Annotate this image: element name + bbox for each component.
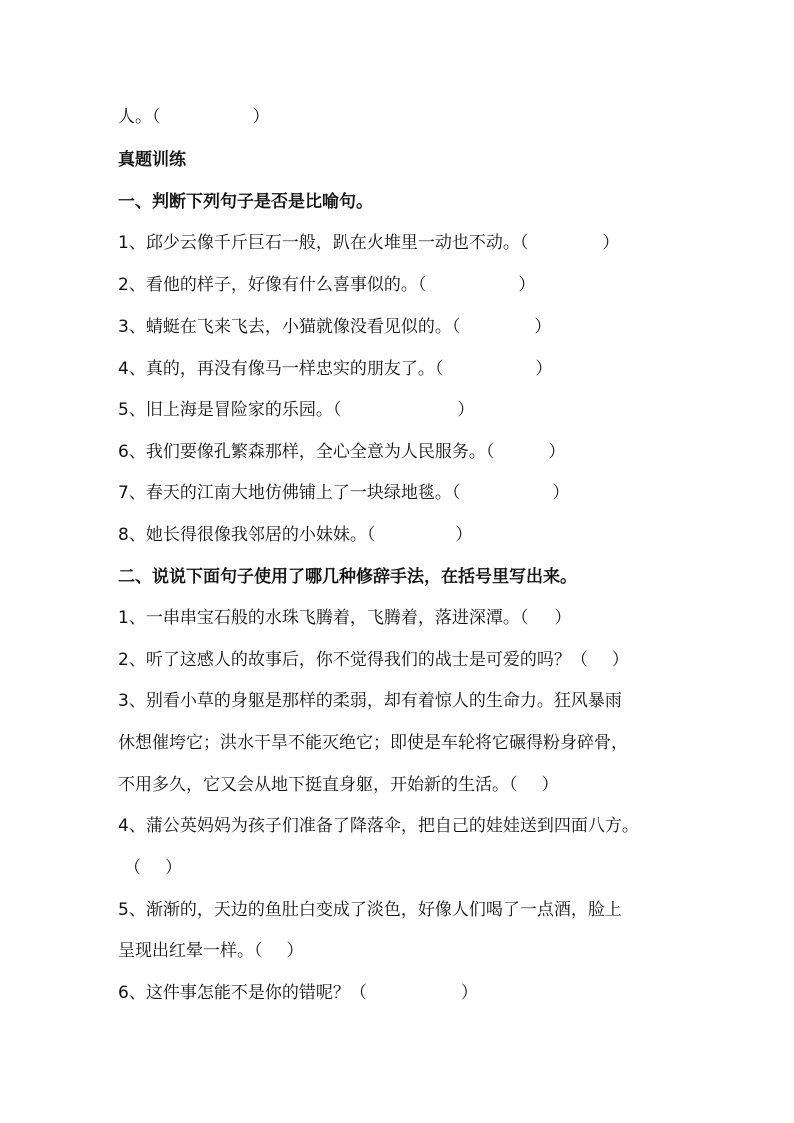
part1-item-3: 3、蜻蜓在飞来飞去，小猫就像没看见似的。（ ） <box>118 317 552 337</box>
continued-line: 人。（ ） <box>118 107 270 127</box>
part2-item-3-line3: 不用多久，它又会从地下挺直身躯，开始新的生活。（ ） <box>118 775 559 795</box>
part2-item-2: 2、听了这感人的故事后，你不觉得我们的战士是可爱的吗？（ ） <box>118 650 629 670</box>
part1-item-1: 1、邱少云像千斤巨石一般，趴在火堆里一动也不动。（ ） <box>118 233 620 253</box>
part2-item-4-line1: 4、蒲公英妈妈为孩子们准备了降落伞，把自己的娃娃送到四面八方。 <box>118 816 639 836</box>
part2-item-3-line1: 3、别看小草的身躯是那样的柔弱，却有着惊人的生命力。狂风暴雨 <box>118 691 622 711</box>
part1-item-4: 4、真的，再没有像马一样忠实的朋友了。（ ） <box>118 359 553 379</box>
part2-item-4-line2: （ ） <box>124 858 182 878</box>
continued-text: 人。（ <box>118 107 161 127</box>
part1-item-8: 8、她长得很像我邻居的小妹妹。（ ） <box>118 525 473 545</box>
part2-item-5-line1: 5、渐渐的，天边的鱼肚白变成了淡色，好像人们喝了一点酒，脸上 <box>118 900 622 920</box>
part2-item-5-line2: 呈现出红晕一样。（ ） <box>118 941 304 961</box>
section-title: 真题训练 <box>118 150 186 170</box>
part1-item-2: 2、看他的样子，好像有什么喜事似的。（ ） <box>118 275 536 295</box>
part2-heading: 二、说说下面句子使用了哪几种修辞手法，在括号里写出来。 <box>118 567 577 587</box>
part2-item-6: 6、这件事怎能不是你的错呢？（ ） <box>118 983 478 1003</box>
part1-item-7: 7、春天的江南大地仿佛铺上了一块绿地毯。（ ） <box>118 483 570 503</box>
part1-item-5: 5、旧上海是冒险家的乐园。（ ） <box>118 400 475 420</box>
part2-item-3-line2: 休想催垮它；洪水干旱不能灭绝它；即使是车轮将它碾得粉身碎骨， <box>118 733 628 753</box>
part2-item-1: 1、一串串宝石般的水珠飞腾着，飞腾着，落进深潭。（ ） <box>118 608 572 628</box>
part1-item-6: 6、我们要像孔繁森那样，全心全意为人民服务。（ ） <box>118 442 566 462</box>
part1-heading: 一、判断下列句子是否是比喻句。 <box>118 192 373 212</box>
